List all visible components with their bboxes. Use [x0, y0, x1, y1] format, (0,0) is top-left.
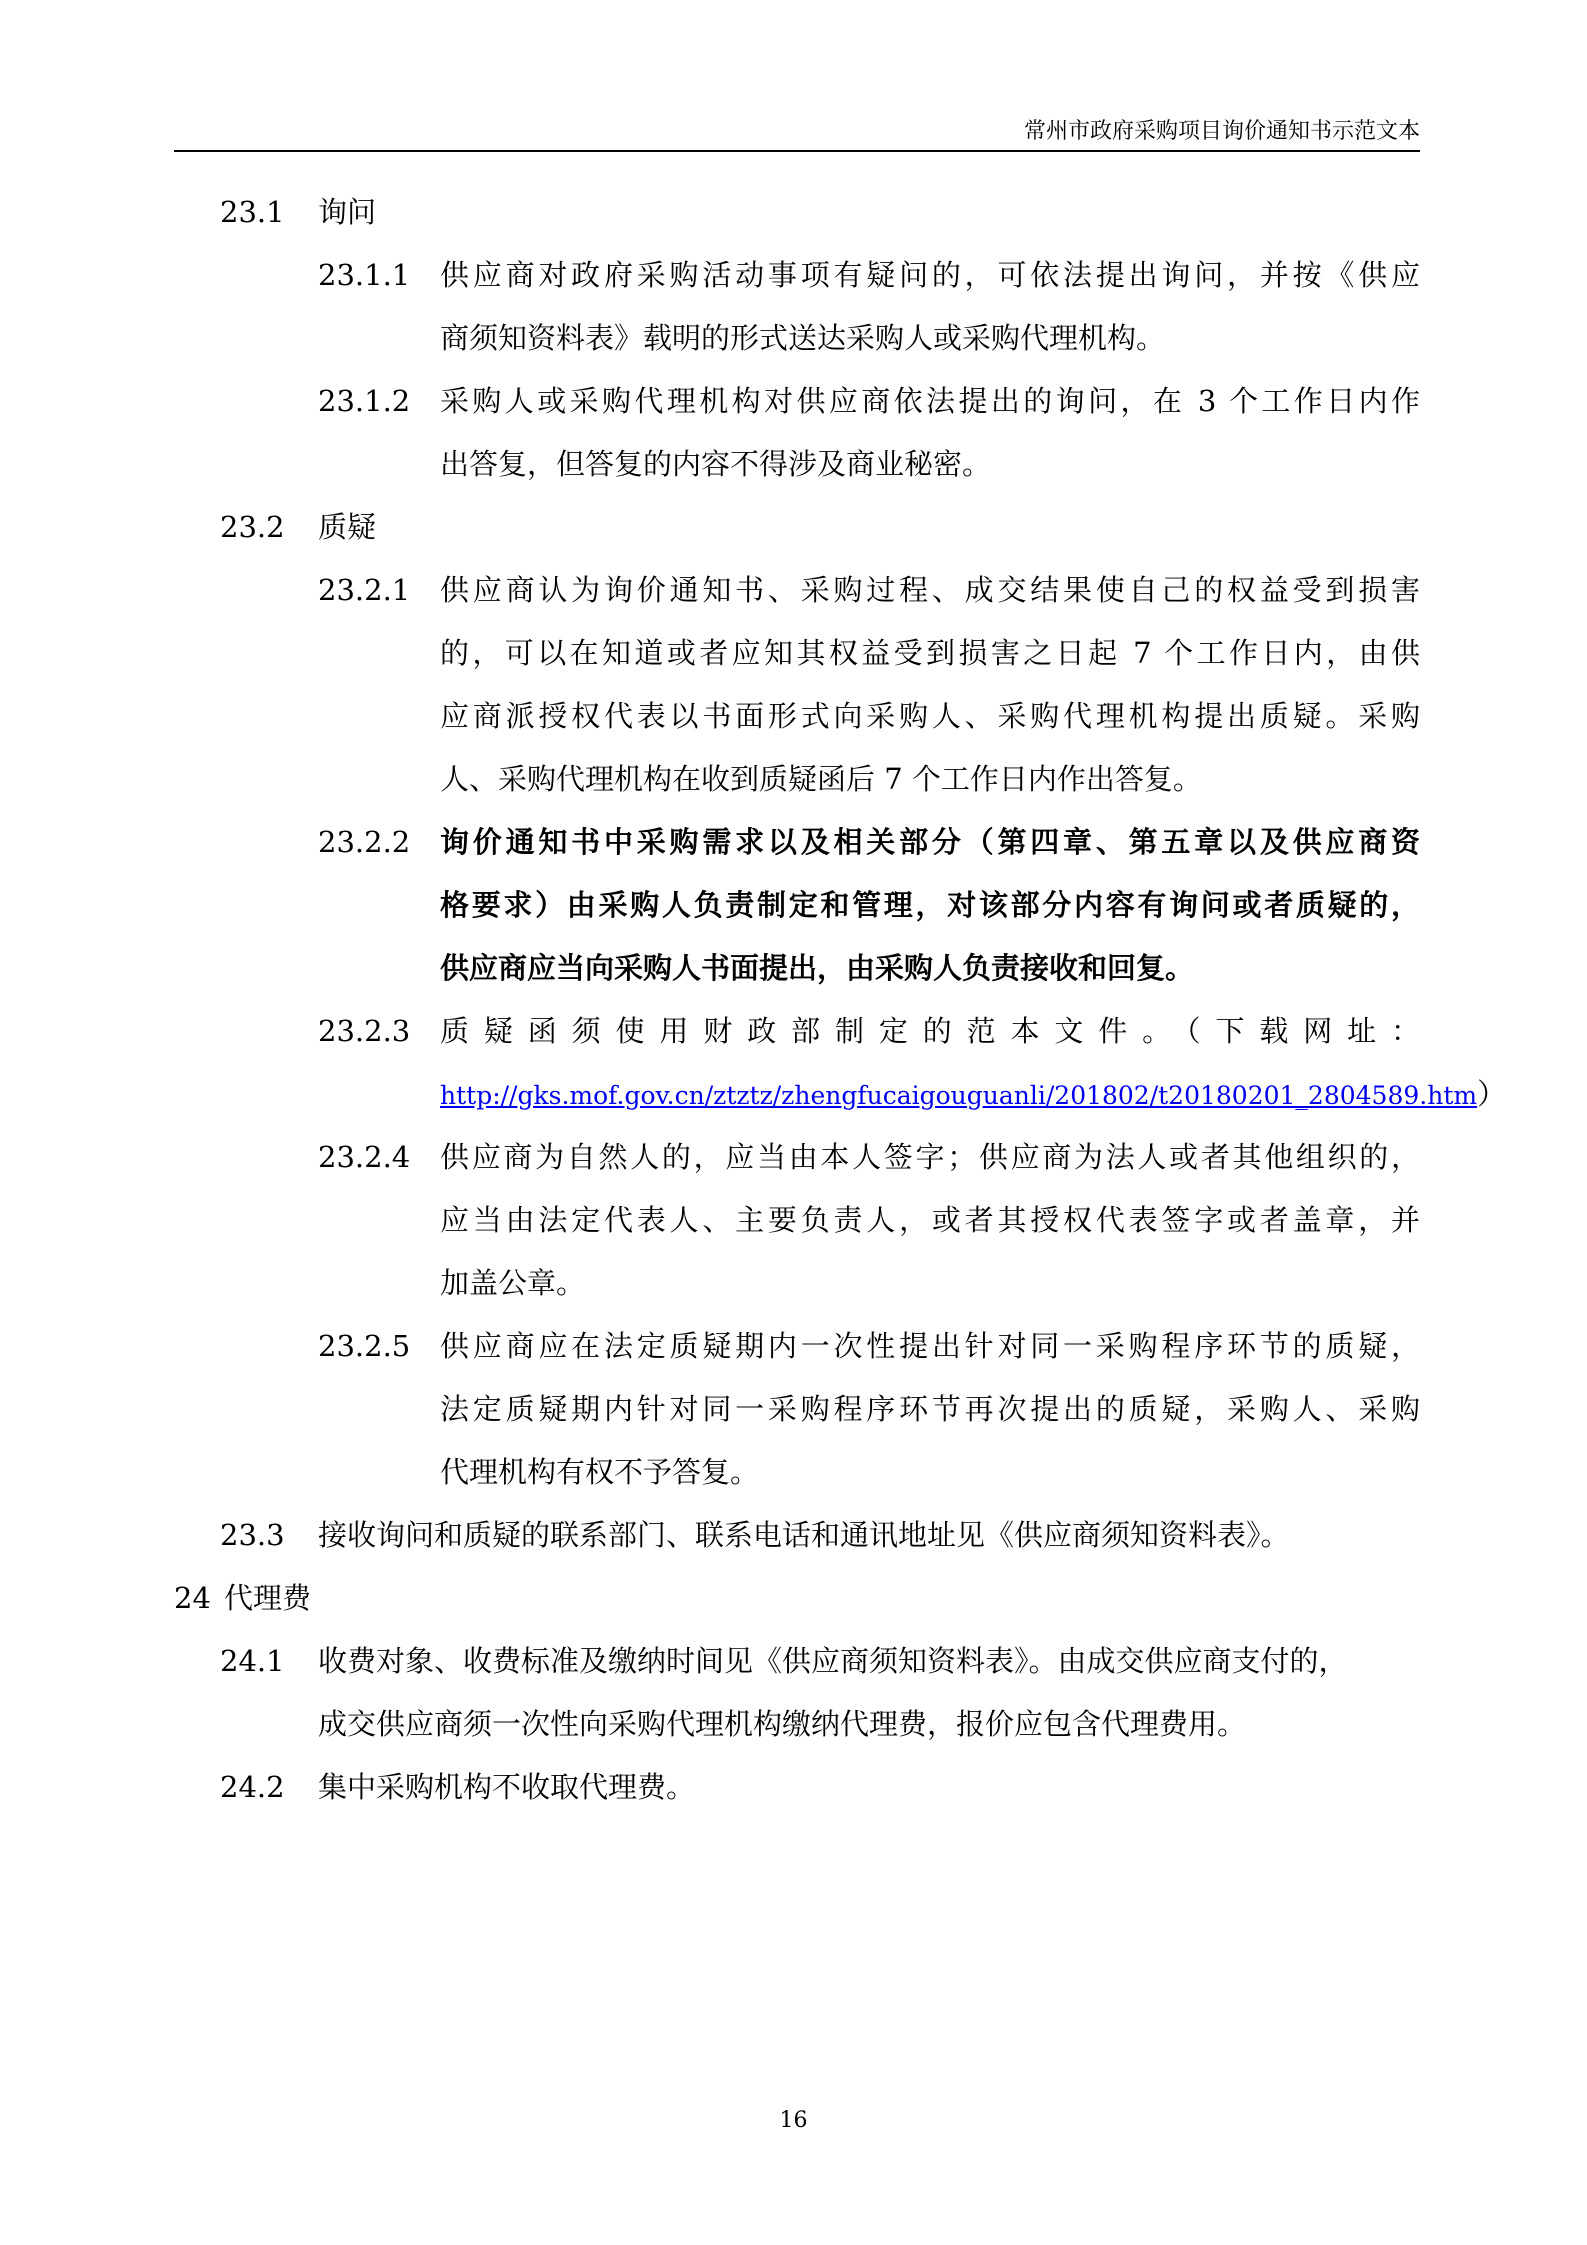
clause-23-2-5-line3: 代理机构有权不予答复。: [440, 1455, 760, 1489]
clause-23-2-1-line4: 人、采购代理机构在收到质疑函后 7 个工作日内作出答复。: [440, 762, 1202, 796]
closing-paren: ）: [1477, 1077, 1507, 1111]
clause-23-1-2-line2: 出答复，但答复的内容不得涉及商业秘密。: [440, 447, 992, 481]
section-23-3-number: 23.3: [220, 1518, 285, 1552]
section-23-1-title: 询问: [318, 195, 377, 229]
clause-23-1-1-line1: 供应商对政府采购活动事项有疑问的，可依法提出询问，并按《供应: [440, 258, 1420, 292]
clause-23-2-4-line3: 加盖公章。: [440, 1266, 586, 1300]
section-23-2-title: 质疑: [318, 510, 377, 544]
header-title: 常州市政府采购项目询价通知书示范文本: [1023, 119, 1420, 144]
section-24-number: 24: [174, 1581, 211, 1615]
section-24-1-number: 24.1: [220, 1644, 285, 1678]
page-header: [174, 108, 1420, 152]
section-23-2-number: 23.2: [220, 510, 285, 544]
section-24-2-number: 24.2: [220, 1770, 285, 1804]
clause-23-2-5-line2: 法定质疑期内针对同一采购程序环节再次提出的质疑，采购人、采购: [440, 1392, 1420, 1426]
clause-23-1-1-number: 23.1.1: [318, 258, 411, 292]
section-24-title: 代理费: [224, 1581, 312, 1615]
clause-23-2-3-number: 23.2.3: [318, 1014, 411, 1048]
clause-23-2-1-line1: 供应商认为询价通知书、采购过程、成交结果使自己的权益受到损害: [440, 573, 1420, 607]
clause-23-2-5-number: 23.2.5: [318, 1329, 411, 1363]
clause-23-2-4-number: 23.2.4: [318, 1140, 411, 1174]
clause-23-1-1-line2: 商须知资料表》载明的形式送达采购人或采购代理机构。: [440, 321, 1166, 355]
clause-23-2-4-line1: 供应商为自然人的，应当由本人签字；供应商为法人或者其他组织的，: [440, 1140, 1420, 1174]
clause-23-2-2-number: 23.2.2: [318, 825, 411, 859]
clause-23-2-1-line3: 应商派授权代表以书面形式向采购人、采购代理机构提出质疑。采购: [440, 699, 1420, 733]
section-24-2-text: 集中采购机构不收取代理费。: [318, 1770, 696, 1804]
section-24-1-line2: 成交供应商须一次性向采购代理机构缴纳代理费，报价应包含代理费用。: [318, 1707, 1247, 1741]
clause-23-2-3-line2: [440, 1074, 1506, 1116]
page-number: 16: [779, 2108, 808, 2133]
clause-23-2-1-number: 23.2.1: [318, 573, 411, 607]
clause-23-1-2-number: 23.1.2: [318, 384, 411, 418]
clause-23-1-2-line1: 采购人或采购代理机构对供应商依法提出的询问，在 3 个工作日内作: [440, 384, 1420, 418]
clause-23-2-4-line2: 应当由法定代表人、主要负责人，或者其授权代表签字或者盖章，并: [440, 1203, 1420, 1237]
clause-23-2-1-line2: 的，可以在知道或者应知其权益受到损害之日起 7 个工作日内，由供: [440, 636, 1420, 670]
section-23-3-text: 接收询问和质疑的联系部门、联系电话和通讯地址见《供应商须知资料表》。: [318, 1518, 1290, 1552]
clause-23-2-2-line3: 供应商应当向采购人书面提出，由采购人负责接收和回复。: [440, 951, 1195, 985]
section-23-1-number: 23.1: [220, 195, 285, 229]
clause-23-2-2-line2: 格要求）由采购人负责制定和管理，对该部分内容有询问或者质疑的，: [440, 888, 1420, 922]
clause-23-2-2-line1: 询价通知书中采购需求以及相关部分（第四章、第五章以及供应商资: [440, 825, 1420, 859]
clause-23-2-3-line1: 质疑函须使用财政部制定的范本文件。（下载网址：: [440, 1014, 1420, 1048]
section-24-1-line1: 收费对象、收费标准及缴纳时间见《供应商须知资料表》。由成交供应商支付的，: [318, 1644, 1348, 1678]
download-link[interactable]: http://gks.mof.gov.cn/ztztz/zhengfucaigouguanli/201802/t20180201_2804589.htm: [440, 1081, 1478, 1110]
clause-23-2-5-line1: 供应商应在法定质疑期内一次性提出针对同一采购程序环节的质疑，: [440, 1329, 1420, 1363]
